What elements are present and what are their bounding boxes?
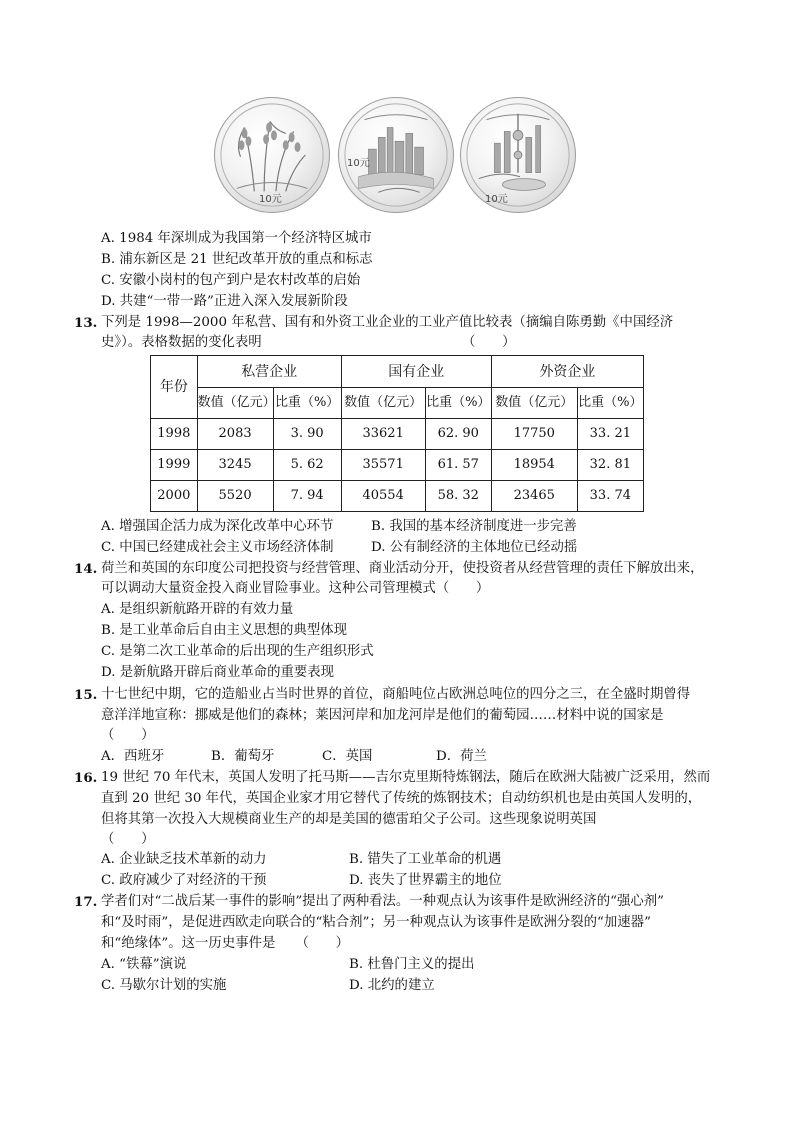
shenzhen-coin-image <box>338 97 454 213</box>
table-group-state: 国有企业 <box>341 356 491 388</box>
table-year-header: 年份 <box>151 356 198 419</box>
q13-option-a: A. 增强国企活力成为深化改革中心环节 <box>101 519 334 534</box>
table-subheader: 数值（亿元） <box>341 388 425 419</box>
table-cell: 3245 <box>197 450 273 481</box>
q17-option-a: A. “铁幕”演说 <box>101 957 187 972</box>
q16-stem-line-1: 19 世纪 70 年代末，英国人发明了托马斯——吉尔克里斯特炼钢法，随后在欧洲大陆被广泛采用，然而 <box>101 770 711 785</box>
table-cell: 33. 74 <box>577 481 643 512</box>
q16-option-d: D. 丧失了世界霸主的地位 <box>349 873 502 888</box>
q17-option-c: C. 马歇尔计划的实施 <box>101 978 227 993</box>
table-cell: 17750 <box>491 419 577 450</box>
coin-face-value: 10元 <box>485 194 508 205</box>
q12-option-d: D. 共建“一带一路”正进入深入发展新阶段 <box>101 294 348 309</box>
table-cell: 5520 <box>197 481 273 512</box>
q15-option-b: B．葡萄牙 <box>211 749 275 764</box>
q15-stem-line-2: 意洋洋地宣称：挪威是他们的森林；莱因河岸和加龙河岸是他们的葡萄园……材料中说的国家是 <box>101 708 664 723</box>
coin-images <box>214 97 574 215</box>
table-cell: 32. 81 <box>577 450 643 481</box>
q12-option-a: A. 1984 年深圳成为我国第一个经济特区城市 <box>101 231 372 246</box>
q17-option-d: D. 北约的建立 <box>349 978 435 993</box>
table-group-foreign: 外资企业 <box>491 356 643 388</box>
q14-option-b: B. 是工业革命后自由主义思想的典型体现 <box>101 623 347 638</box>
table-subheader: 比重（%） <box>577 388 643 419</box>
q16-answer-paren: （ ） <box>101 832 155 847</box>
q16-option-a: A. 企业缺乏技术革新的动力 <box>101 852 267 867</box>
q14-stem-line-1: 荷兰和英国的东印度公司把投资与经营管理、商业活动分开，使投资者从经营管理的责任下解放出来， <box>101 561 704 576</box>
table-subheader: 数值（亿元） <box>197 388 273 419</box>
q13-option-d: D. 公有制经济的主体地位已经动摇 <box>371 540 578 555</box>
q14-stem-line-2: 可以调动大量资金投入商业冒险事业。这种公司管理模式（ ） <box>101 581 490 596</box>
table-group-private: 私营企业 <box>197 356 341 388</box>
q13-number: 13. <box>74 315 98 331</box>
q13-option-c: C. 中国已经建成社会主义市场经济体制 <box>101 540 334 555</box>
q16-option-b: B. 错失了工业革命的机遇 <box>349 852 502 867</box>
table-cell: 5. 62 <box>273 450 341 481</box>
table-row <box>151 450 644 481</box>
table-cell: 35571 <box>341 450 425 481</box>
q17-number: 17. <box>74 894 98 910</box>
q13-stem-line-1: 下列是 1998—2000 年私营、国有和外资工业企业的工业产值比较表（摘编自陈勇勤《中国经济 <box>101 315 674 330</box>
q12-option-b: B. 浦东新区是 21 世纪改革开放的重点和标志 <box>101 252 373 267</box>
q17-option-b: B. 杜鲁门主义的提出 <box>349 957 475 972</box>
coin-face-value: 10元 <box>347 158 370 169</box>
table-cell: 58. 32 <box>425 481 491 512</box>
q17-stem-line-3: 和“绝缘体”。这一历史事件是 （ ） <box>101 936 350 951</box>
table-cell: 33. 21 <box>577 419 643 450</box>
table-cell: 18954 <box>491 450 577 481</box>
table-subheader: 比重（%） <box>425 388 491 419</box>
table-cell: 33621 <box>341 419 425 450</box>
table-cell: 2083 <box>197 419 273 450</box>
q15-option-c: C．英国 <box>322 749 373 764</box>
q13-stem-line-2: 史》）。表格数据的变化表明 <box>101 335 262 350</box>
q14-option-c: C. 是第二次工业革命的后出现的生产组织形式 <box>101 644 374 659</box>
q12-option-c: C. 安徽小岗村的包产到户是农村改革的启始 <box>101 273 361 288</box>
pudong-skyline-icon <box>461 98 575 212</box>
q14-number: 14. <box>74 561 98 577</box>
table-cell: 2000 <box>151 481 198 512</box>
coin-face-value: 10元 <box>259 194 282 205</box>
table-cell: 23465 <box>491 481 577 512</box>
q13-data-table <box>150 355 644 512</box>
q15-option-a: A．西班牙 <box>101 749 165 764</box>
q15-number: 15. <box>74 687 98 703</box>
table-row <box>151 481 644 512</box>
q15-stem-line-1: 十七世纪中期，它的造船业占当时世界的首位，商船吨位占欧洲总吨位的四分之三，在全盛时期曾得 <box>101 687 691 702</box>
table-subheader: 数值（亿元） <box>491 388 577 419</box>
q17-stem-line-2: 和“及时雨”，是促进西欧走向联合的“粘合剂”；另一种观点认为该事件是欧洲分裂的“加速器” <box>101 915 651 930</box>
q16-stem-line-2: 直到 20 世纪 30 年代，英国企业家才用它替代了传统的炼钢技术；自动纺织机也是由英国人发明的， <box>101 791 702 806</box>
table-cell: 3. 90 <box>273 419 341 450</box>
q15-answer-paren: （ ） <box>101 728 155 743</box>
table-cell: 7. 94 <box>273 481 341 512</box>
q13-option-b: B. 我国的基本经济制度进一步完善 <box>371 519 577 534</box>
q16-option-c: C. 政府减少了对经济的干预 <box>101 873 267 888</box>
shanghai-coin-image <box>460 97 576 213</box>
q14-option-d: D. 是新航路开辟后商业革命的重要表现 <box>101 665 335 680</box>
q17-stem-line-1: 学者们对“二战后某一事件的影响”提出了两种看法。一种观点认为该事件是欧洲经济的“强心剂” <box>101 894 665 909</box>
table-cell: 1998 <box>151 419 198 450</box>
q14-option-a: A. 是组织新航路开辟的有效力量 <box>101 602 294 617</box>
table-cell: 61. 57 <box>425 450 491 481</box>
q13-answer-paren: （ ） <box>462 335 516 350</box>
rice-coin-image <box>214 97 330 213</box>
q16-stem-line-3: 但将其第一次投入大规模商业生产的却是美国的德雷珀父子公司。这些现象说明英国 <box>101 812 597 827</box>
table-subheader: 比重（%） <box>273 388 341 419</box>
table-cell: 62. 90 <box>425 419 491 450</box>
table-cell: 40554 <box>341 481 425 512</box>
q15-option-d: D．荷兰 <box>436 749 487 764</box>
table-row <box>151 419 644 450</box>
q16-number: 16. <box>74 770 98 786</box>
table-cell: 1999 <box>151 450 198 481</box>
